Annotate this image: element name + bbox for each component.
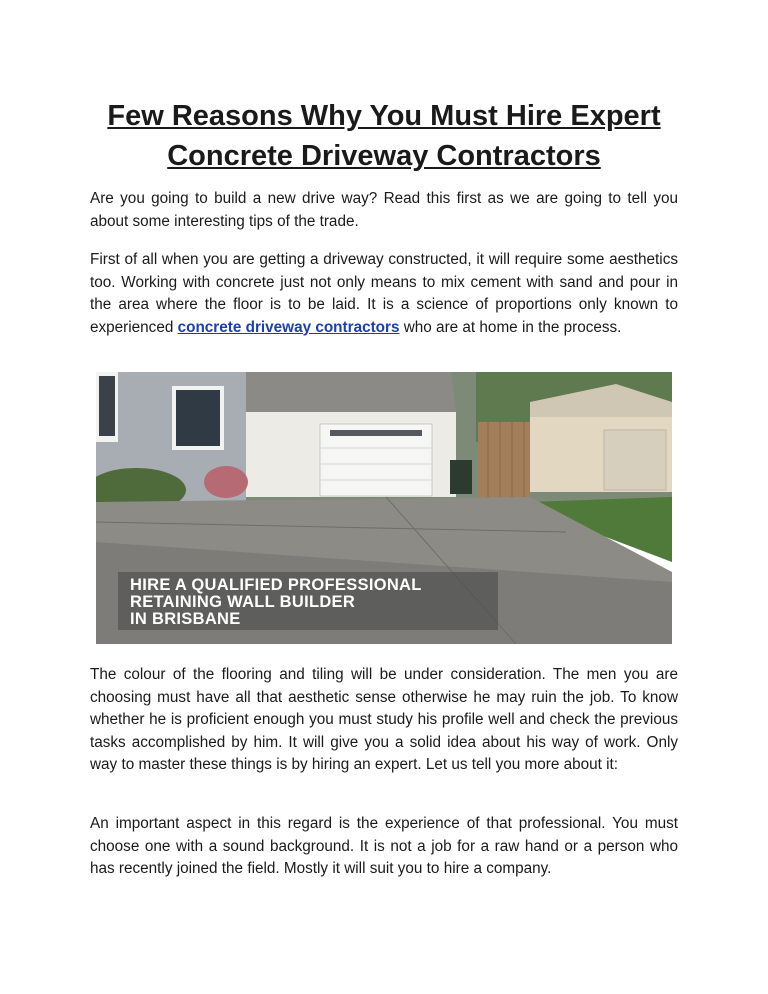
detached-garage-door [604,430,666,490]
paragraph-text: First of all when you are getting a driveway constructed, it will require some aesthetics too. Working with concrete just not only means to mix cement with sand and pour in the area where the floor is to be laid. It is a science of proportions only known to experienced [90,251,678,336]
flowering-shrub [204,466,248,498]
paragraph-aesthetics [90,249,678,339]
garage-roof [246,372,456,412]
window-pane [176,390,220,446]
trash-bin [450,460,472,494]
window-glass [99,376,115,436]
paragraph-experience: An important aspect in this regard is the experience of that professional. You must choose one with a sound background. It is not a job for a raw hand or a person who has recently joined the field. Mostly it will suit you to hire a company. [90,815,678,877]
title-line-1: Few Reasons Why You Must Hire Expert [107,100,661,132]
paragraph-colour: The colour of the flooring and tiling will be under consideration. The men you are choosing must have all that aesthetic sense otherwise he may ruin the job. To know whether he is proficient enough you must study his profile well and check the previous tasks accomplished by him. It will give you a solid idea about his way of work. Only way to master these things is by hiring an expert. Let us tell you more about it: [90,666,678,773]
driveway-photo [96,372,672,644]
concrete-driveway-contractors-link[interactable]: concrete driveway contractors [177,318,400,336]
caption-line: IN BRISBANE [130,610,241,628]
caption-line: RETAINING WALL BUILDER [130,593,356,611]
garage-door-windows [330,430,422,436]
page-title [90,96,678,176]
paragraph-intro: Are you going to build a new drive way? Read this first as we are going to tell you about some interesting tips of the trade. [90,190,678,230]
wooden-fence [478,422,530,504]
caption-line: HIRE A QUALIFIED PROFESSIONAL [130,576,422,594]
paragraph-text: who are at home in the process. [399,318,622,336]
image-caption-banner [118,572,498,630]
title-line-2: Concrete Driveway Contractors [167,140,601,172]
